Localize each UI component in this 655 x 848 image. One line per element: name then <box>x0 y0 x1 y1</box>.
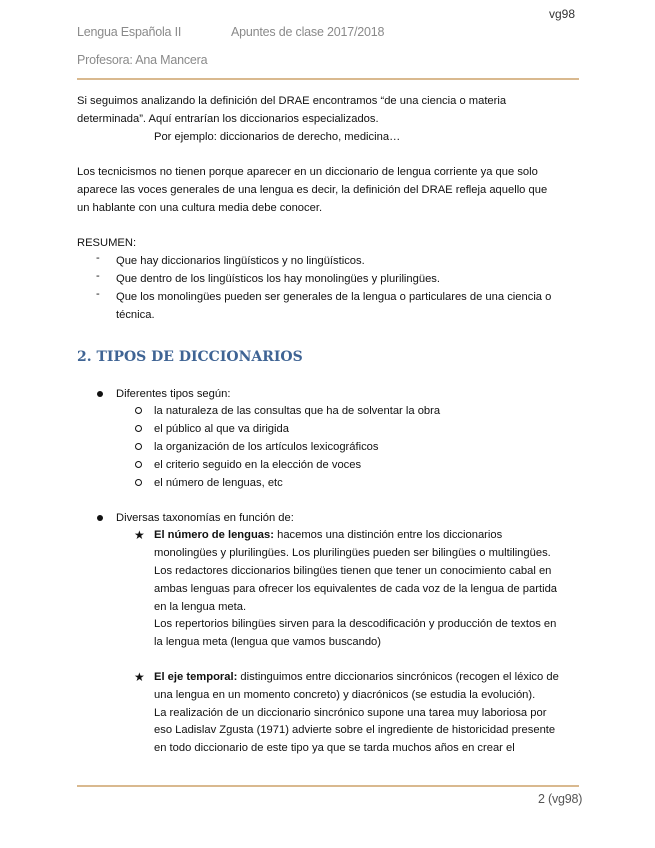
tipos-item-5: el número de lenguas, etc <box>154 477 283 489</box>
bullet-icon <box>97 515 103 521</box>
circle-bullet-icon <box>135 443 142 450</box>
dash-icon: - <box>96 270 100 282</box>
circle-bullet-icon <box>135 479 142 486</box>
dash-icon: - <box>96 252 100 264</box>
tipos-item-1: la naturaleza de las consultas que ha de solventar la obra <box>154 405 441 417</box>
resumen-item-2: Que dentro de los lingüísticos los hay monolingües y plurilingües. <box>116 273 441 285</box>
numero-term: El número de lenguas: <box>154 529 274 541</box>
eje-line-1: una lengua en un momento concreto) y diacrónicos (se estudia la evolución). <box>154 689 536 701</box>
numero-line-3: ambas lenguas para ofrecer los equivalentes de cada voz de la lengua de partida <box>154 583 558 595</box>
tipos-item-3: la organización de los artículos lexicográficos <box>154 441 379 453</box>
numero-line-4: en la lengua meta. <box>154 601 247 613</box>
tipos-item-4: el criterio seguido en la elección de voces <box>154 459 362 471</box>
star-icon: ★ <box>134 670 145 684</box>
numero-line-2: Los redactores diccionarios bilingües tienen que tener un conocimiento cabal en <box>154 565 552 577</box>
header-course: Lengua Española II <box>77 25 182 39</box>
eje-line-3: eso Ladislav Zgusta (1971) advierte sobre el ingrediente de historicidad presente <box>154 724 556 736</box>
header-notes: Apuntes de clase 2017/2018 <box>231 25 385 39</box>
tecnicismos-line-1: Los tecnicismos no tienen porque aparecer en un diccionario de lengua corriente ya que solo <box>77 166 538 178</box>
tecnicismos-line-2: aparece las voces generales de una lengua es decir, la definición del DRAE refleja aquello que <box>77 184 548 196</box>
header-teacher: Profesora: Ana Mancera <box>77 53 208 67</box>
page-number: 2 (vg98) <box>538 792 583 806</box>
section-heading: 2. TIPOS DE DICCIONARIOS <box>77 349 303 365</box>
eje-first-line <box>154 668 559 686</box>
circle-bullet-icon <box>135 407 142 414</box>
circle-bullet-icon <box>135 461 142 468</box>
resumen-item-1: Que hay diccionarios lingüísticos y no lingüísticos. <box>116 255 365 267</box>
numero-first-text: hacemos una distinción entre los diccionarios <box>273 529 503 541</box>
footer-rule <box>77 785 579 787</box>
star-icon: ★ <box>134 528 145 542</box>
taxonomias-bullet: Diversas taxonomías en función de: <box>116 512 294 524</box>
numero-line-1: monolingües y plurilingües. Los plurilingües pueden ser bilingües o multilingües. <box>154 547 551 559</box>
numero-line-6: la lengua meta (lengua que vamos buscando) <box>154 636 382 648</box>
resumen-title: RESUMEN: <box>77 237 137 249</box>
corner-tag: vg98 <box>549 7 576 21</box>
tipos-bullet: Diferentes tipos según: <box>116 388 231 400</box>
eje-line-2: La realización de un diccionario sincrónico supone una tarea muy laboriosa por <box>154 707 547 719</box>
intro-line-2: determinada”. Aquí entrarían los diccionarios especializados. <box>77 113 379 125</box>
circle-bullet-icon <box>135 425 142 432</box>
numero-line-5: Los repertorios bilingües sirven para la descodificación y producción de textos en <box>154 618 557 630</box>
dash-icon: - <box>96 288 100 300</box>
resumen-item-3-cont: técnica. <box>116 309 155 321</box>
resumen-item-3: Que los monolingües pueden ser generales de la lengua o particulares de una ciencia o <box>116 291 552 303</box>
bullet-icon <box>97 391 103 397</box>
header-rule <box>77 78 579 80</box>
tecnicismos-line-3: un hablante con una cultura media debe conocer. <box>77 202 323 214</box>
numero-first-line <box>154 526 502 544</box>
eje-first-text: distinguimos entre diccionarios sincrónicos (recogen el léxico de <box>237 671 559 683</box>
intro-example: Por ejemplo: diccionarios de derecho, medicina… <box>154 131 401 143</box>
eje-line-4: en todo diccionario de este tipo ya que se tarda muchos años en crear el <box>154 742 515 754</box>
tipos-item-2: el público al que va dirigida <box>154 423 289 435</box>
eje-term: El eje temporal: <box>154 671 238 683</box>
intro-line-1: Si seguimos analizando la definición del DRAE encontramos “de una ciencia o materia <box>77 95 507 107</box>
